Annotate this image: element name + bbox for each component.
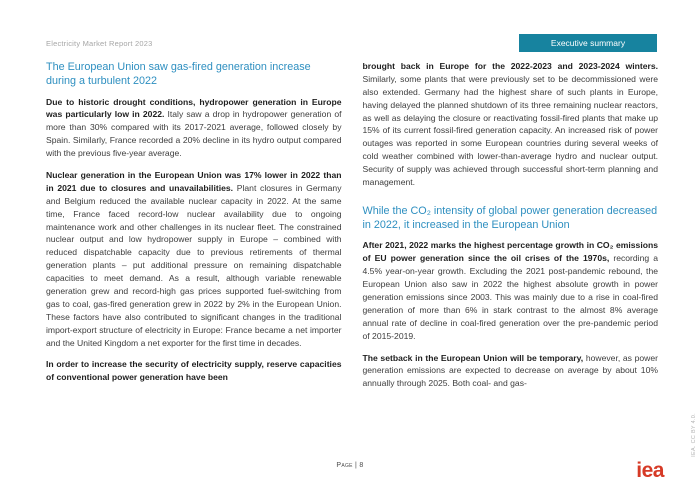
report-title: Electricity Market Report 2023 (46, 38, 153, 48)
paragraph-text: however, as power generation emissions are expected to decrease on average by about 10% annually through 2025. Both coal- and gas- (362, 352, 659, 389)
paragraph-text: recording a 4.5% year-on-year growth. Excluding the 2021 post-pandemic rebound, the European Union also saw in 2022 the highest absolute growth in power generation emissions since 2003. This was mainly due to a rise in coal-fired generation of more than 6% in stark contrast to the almost 8% average annual rate of decline in coal-fired generation over the pre-pandemic period of 2015-2019. (362, 253, 658, 341)
page-header (46, 33, 657, 53)
paragraph-lead: In order to increase the security of electricity supply, reserve capacities of conventional power generation have been (46, 359, 342, 383)
paragraph-lead: The setback in the European Union will be temporary, (362, 352, 584, 363)
paragraph-text: Italy saw a drop in hydropower generation of more than 30% compared with its 2017-2021 average, followed closely by Spain. Similarly, France recorded a 20% decline in its hydro output compared with the previous five-year average. (46, 109, 342, 159)
iea-logo: iea (636, 459, 664, 482)
paragraph-co2-growth (363, 239, 659, 342)
two-column-body (46, 60, 658, 399)
right-column (363, 60, 659, 399)
executive-summary-banner: Executive summary (519, 34, 657, 52)
page-number: Page | 8 (336, 462, 364, 469)
section-heading-gas-fired: The European Union saw gas-fired generation increase during a turbulent 2022 (46, 61, 311, 88)
paragraph-winters (363, 60, 659, 189)
paragraph-reserve-capacities (46, 358, 342, 384)
paragraph-text: Plant closures in Germany and Belgium reduced the available nuclear capacity in 2022. At the same time, France faced record-low nuclear availability due to ongoing maintenance work and other challenges in its nuclear fleet. The constrained nuclear output and low hydropower supply in Europe – combined with reduced dispatchable capacity due to previous retirements of thermal generation plants – put additional pressure on remaining dispatchable capacities to meet demand. As a result, although variable renewable generation grew and record-high gas prices supported fuel-switching from gas to coal, gas-fired generation grew in 2022 by 2% in the European Union. These factors have also contributed to significant changes in the traditional import-export structure of electricity in Europe: France became a net importer and the United Kingdom a net exporter for the first time in decades. (46, 182, 342, 348)
paragraph-lead: Nuclear generation in the European Union was 17% lower in 2022 than in 2021 due to closures and unavailabilities. (46, 169, 342, 193)
paragraph-hydropower (46, 96, 342, 160)
section-heading-co2-intensity: While the CO₂ intensity of global power generation decreased in 2022, it increased in the European Union (362, 204, 658, 232)
left-column (46, 60, 342, 399)
paragraph-nuclear (46, 169, 342, 349)
paragraph-setback (363, 352, 659, 391)
paragraph-lead: Due to historic drought conditions, hydropower generation in Europe was particularly low in 2022. (46, 96, 342, 120)
paragraph-text: Similarly, some plants that were previously set to be decommissioned were also extended. Germany had the highest share of such plants in Europe, having delayed the planned shutdown of its three remaining nuclear reactors, as well as delaying the closure or reactivating fossil-fired plants that make up 15% of its current fossil-fired generation capacity. An increased risk of power outages was reported in some European countries during several weeks of cold weather combined with lower-than-average hydro and nuclear output. Security of supply was achieved through successful short-term planning and management. (362, 73, 658, 188)
paragraph-lead: brought back in Europe for the 2022-2023 and 2023-2024 winters. (362, 61, 658, 71)
paragraph-lead: After 2021, 2022 marks the highest percentage growth in CO₂ emissions of EU power generation since the oil crises of the 1970s, (362, 240, 658, 264)
copyright-sidebar: IEA. CC BY 4.0. (691, 413, 697, 457)
